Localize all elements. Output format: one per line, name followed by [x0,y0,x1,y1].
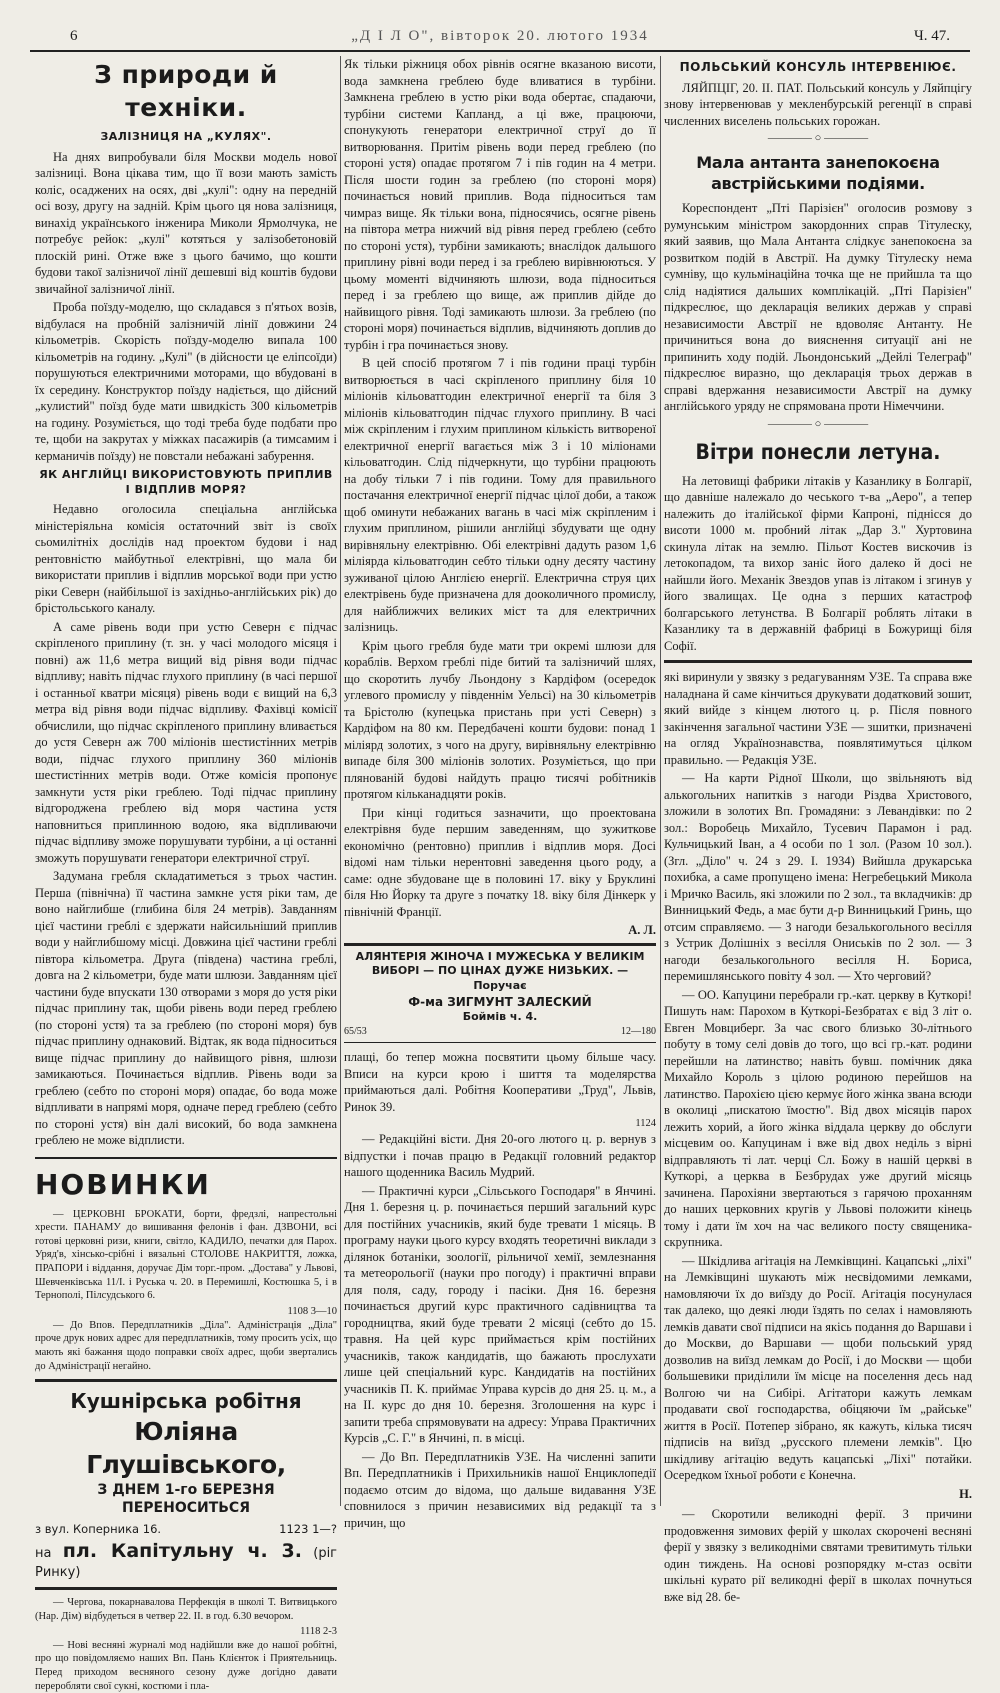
section-title: З природи й техніки. [94,60,278,122]
column-separator [340,56,341,1506]
ornament-divider: ———— ○ ———— [767,132,869,145]
issue-number: Ч. 47. [914,28,950,44]
article-paragraph: Проба поїзду-моделю, що складався з п'ятьох возів, відбулася на пробній залізничій лінії довжини 24 кільометрів. Скорість поїзду-моделю випала 100 кільометрів на годину. „Кулі" (в дійсности це еліпсоїди) порушуються електричними моторами, що вбудовані в їх середину. Конструктор поїзду надіється, що дійсний „кулистий" поїзд буде мати швидкість 300 кільометрів на годину. Розуміється, що тоді треба буде подбати про те, щоби на закрутах у міжках пасажирів (а тимсамим і керманичів поїзду) не повстали небажані забурення. [35,300,337,463]
subscribers-notice: — До Впов. Передплатників „Діла". Адміністрація „Діла" проче друк нових адрес для передплатників, тому просить усіх, що мають які бажання щодо поправки своїх адрес, щоби звертались до Адміністрації негайно. [35,1319,337,1372]
ad-reference: 1124 [635,1118,656,1130]
article-paragraph: Як тільки ріжниця обох рівнів осягне вказаною висоти, вода замкнена греблею буде вливатися в турбіни. Замкнена греблею в устю ріки вода обертає, спадаючи, турбіни системи Капланд, а ці вже, працюючи, спонукують генератори електричної струї до її витворювання. Притім рівень води перед греблею (по стороні устя) опадає протягом 7 і пів годин на 4 метри. Після шости годин за греблею (по стороні моря) починається новий приплив. Вода підноситься там чимраз вище. Як тільки вона, підносячись, осягне рівень на півтора метра нижчий від рівня перед греблею (себто по стороні устя), турбіни замикають; внаслідок дальшого приплину рівні води перед і за греблею вирівнюються. У цьому моменті відчиняють шлюзи, вода підноситься перед і за греблею що вище, аж приплив дійде до найвищого рівня. Тоді замикають шлюзи. За греблею (по стороні моря) починається відплив, відчиняють доплив до турбін і гра починається знову. [344,57,656,352]
furrier-ad-line5 [35,1539,337,1581]
furrier-post: (ріг Ринку) [35,1545,338,1580]
divider [35,1379,337,1382]
masthead-title: „Д І Л О", вівторок 20. лютого 1934 [351,28,649,44]
column-separator [660,56,661,1506]
article-title-tides: ЯК АНГЛІЙЦІ ВИКОРИСТОВУЮТЬ ПРИПЛИВ І ВІДПЛИВ МОРЯ? [39,468,333,496]
masthead-rule [30,50,970,52]
article-title-consul: ПОЛЬСЬКИЙ КОНСУЛЬ ІНТЕРВЕНІЮЄ. [679,60,957,74]
news-item: які виринули у звязку з редагуванням УЗЕ. Та справа вже наладнана й саме кінчиться друкувати додатковий зошит, який вийде з кінцем лютого ц. р. Після повного закінчення загальної частини УЗЕ — зшитки, призначені на огляд Українознавства, появлятимуться цілком правильно. — Редакція УЗЕ. [664,670,972,767]
article-paragraph: Крім цього гребля буде мати три окремі шлюзи для кораблів. Верхом греблі піде битий та залізничий шлях, що скоротить лучбу Льондону з Кардіфом (осередок углевого промислу у південнім Уельсі) на 30 кільометрів та Брістолю (купецька пристань при усті Северн) з Кардіфом на 80 км. Передбачені кошти будови: понад 1 міліярд золотих, з чого на другу, вирівняльну електрівню випаде біля 300 міліонів золотих. Розуміється, що при плянованій будові найдуть працю тисячі робітників протягом кільканадцяти років. [344,638,656,801]
article-paragraph: При кінці годиться зазначити, що проектована електрівня буде першим заведенням, що зужиткове економічно (рентовно) приплив і відплив моря. Досі відомі нам тільки нерентовні заведення цього роду, а саме: одне збудоване ще в половині 17. віку у Бруклині біля Ню Йорку та друге з початку 18. віку біля Дінкерк у північній Франції. [344,805,656,919]
news-item: — На карти Рідної Школи, що звільняють від алькогольних напитків з нагоди Різдва Христового, зложили в золотих Вп. Громадяни: з Левандівки: по 2 зол.: Воробець Михайло, Тусевич Парамон і рад. Кульчицький Іван, а 4 особи по 1 зол. (Разом 10 зол.). (Згл. „Діло" ч. 24 з 29. І. 1934) Вийшла друкарська похибка, а саме пропущено імена: Негребецький Микола і Мричко Василь, які зложили по 2 зол., та вкладчиків: др Винницький Федь, а має бути д-р Винницький Гринь, що отсим справляємо. — З нагоди безалькогольного весілля з Устрик Долішніх з весілля Ониськів по 2 зол. — З нагоди безалькогольного весілля Н. Бориса, перемишлянського повіту 4 зол. — Хто черговий? [664,771,972,984]
article-signature: А. Л. [628,923,656,937]
furrier-new-address: пл. Капітульну ч. 3. [62,1539,302,1562]
ad-text: АЛЯНТЕРІЯ ЖІНОЧА І МУЖЕСЬКА У ВЕЛИКІМ ВИБОРІ — ПО ЦІНАХ ДУЖЕ НИЗЬКИХ. — Поручає [355,949,645,993]
news-item: — Скоротили великодні ферії. З причини продовження зимових ферій у школах скорочені весняні ферії у звязку з великодніми святами тревитимуть тільки один тиждень. На основі розпорядку м-стаз освіти шкільні курато рії великодні ферії в школах почнуться вже від 28. бе- [664,1507,972,1604]
ad-reference: 1123 1—? [279,1521,337,1536]
article-paragraph: На днях випробували біля Москви модель нової залізниці. Вона цікава тим, що її вози мають замість коліс, осаджених на осях, дві „кулі": одну на передній осі возу, другу на задній. Крім цього ця нова залізниця, винахід українського інженира Миколи Ярмолчука, не потребує рейок: „кулі" котяться у залізобетоновій плоскій рині. Отже вже з цього бачимо, що кошти будови такої залізничої лінії дешевші від коштів будови звичайної залізничої лінії. [35,149,337,296]
perfection-notice: — Чергова, покарнавалова Перфекція в школі Т. Витвицького (Нар. Дім) відбудеться в четвер 22. II. в год. 6.30 вечором. [35,1596,337,1622]
article-title-winds: Вітри понесли летуна. [695,440,941,465]
divider [664,660,972,663]
news-item: — Практичні курси „Сільського Господаря" в Янчині. Дня 1. березня ц. р. починається перший загальний курс для постійних учасників, який буде тревати 1 місяць. В програму науки цього курсу входять теоретичні виклади з ділянок ботаніки, зоології, рільничої хемії, землезнання та метеорольогії (науки про погоду) і практичні вправи для поля, саду, городу і пасіки. Дня 16. березня починається другий курс практичного садівництва та городництва, який буде тревати 2 місяці (себто до 15. травня. На цей курс приймається крім постійних учасників, також кандидатів, що бажають прослухати лише цей спеціальний курс. Кандидатів на постійних учасників П. К. приймає Управа курсів до дня 25. ц. м., а на II. курс до дня 10. березня. Зголошення на курс і запити треба спрямовувати на адресу: Управа Практичних Курсів „С. Г." в Янчині, п. в місці. [344,1183,656,1446]
article-title-railway: ЗАЛІЗНИЦЯ НА „КУЛЯХ". [100,130,272,143]
news-item: — Шкідлива агітація на Лемківщині. Кацапські „ліхі" на Лемківщині шукають між несвідомими лемками, намовляючи їх до виїзду до Росії. Агітація посунулася так далеко, що деякі люди їздять по селах і намовляють лемків давати свої підписи на якісь подання до Варшави і до Москви, до Варшави — щоби польський уряд дозволив на виїзд лемкам до Росії, і до Москви — щоби большевики приділили їм місце на поселення десь над Волгою чи на Сибірі. Агітатори кажуть лемкам продавати свої господарства, обіцяючи їм „райське" життя в Росії. Потепер зібрано, як кажуть, кілька тисяч підписів на виїзд „русского племени лемків". Цю шкідливу агітацію ведуть кацапські „Ліхі" потайки. Осередком їхньої роботи є Конечна. [664,1253,972,1483]
news-item: — Редакційні вісти. Дня 20-ого лютого ц. р. вернув з відпустки і почав працю в Редакції головний редактор нашого щоденника Василь Мудрий. [344,1132,656,1180]
furrier-ad-line1: Кушнірська робітня [70,1389,302,1414]
furrier-ad-line3: З ДНЕМ 1-го БЕРЕЗНЯ ПЕРЕНОСИТЬСЯ [97,1481,275,1517]
article-signature: Н. [959,1486,972,1501]
article-paragraph: На летовищі фабрики літаків у Казанлику в Болгарії, що давніше належало до чеського т-ва „Аеро", а тепер належить до італійської фірми Капроні, піднісся до висоти 1000 м. пробний літак „Дар 3." Хуртовина скинула літак на землю. Пільот Костев вискочив із летокопадом, та вихор заніс його далеко й досі не найшли його. Механік Звездов упав із літаком і згинув у його звалищах. Це одна з перших катастроф болгарського летунства. В Болгарії роблять літаки в Казанлику та в державній фабриці в Божурищі біля Софії. [664,473,972,653]
ornament-divider: ———— ○ ———— [767,417,869,430]
furrier-old-address: з вул. Коперника 16. [35,1521,162,1536]
ad-reference: 1108 3—10 [287,1305,337,1317]
ad-reference: 65/53 [344,1026,367,1038]
journals-notice: — Нові весняні журналі мод надійшли вже до нашої робітні, про що повідомляємо наших Вп. Пань Клієнток і Приятельниць. Перед приходом весняного сезону дуже догідно давати переробляти свої сукні, костюми і пла- [35,1639,337,1692]
article-paragraph: Задумана гребля складатиметься з трьох частин. Перша (північна) її частина замкне устя ріки там, де воно найглибше (глибина біля 24 метрів). Завданням цієї частини греблі є здержати найсильніший приплив води у найглибшому місці. Довжина цієї частини греблі півтора кільометра. Друга (південа) частина греблі, довга на 2 кільометри, буде мати шлюзи. Завданням цієї частини буде впускати 130 отворами з моря до устя ріки підчас приплину так, щоби рівень води перед греблею (по стороні устя) та за греблею (по стороні моря) був підчас приплину однаковий. Відтак, як вода підноситься вище підчас приплину до найвищого рівня, шлюзи замикаються. Починається відплив. Рівень води за греблею (себто по стороні моря) опадає, бо вода може відпливати в напрямі моря, одначе перед греблею (себто по стороні устя) він далі високий, бо вода замкнена греблею не може відплисти. [35,869,337,1148]
ad-reference: 12—180 [621,1026,656,1038]
divider [35,1157,337,1159]
column-1 [35,56,338,1692]
furrier-pre: на [35,1545,52,1561]
page-number: 6 [70,28,78,44]
furrier-ad-line2: Юліяна Глушівського, [86,1416,286,1479]
column-3 [664,56,972,1604]
novynky-ad: — ЦЕРКОВНІ БРОКАТИ, борти, фредзлі, напрестольні хрести. ПАНАМУ до вишивання фелонів і фан. ДЗВОНИ, всі готові церковні ризи, книги, світло, КАДИЛО, печатки для Парох. Уряд'в, хінсько-срібні і вязальні СТОЛОВЕ НАКРИТТЯ, ложка, ПРАПОРИ і віддання, доручає Дім торг.-пром. „Достава" у Львові, Шевченківська 11/І. і Руська ч. 20. в Перемишлі, Костюшка 5, і в Тернополі, Пілсудського 6. [35,1208,337,1302]
news-item: — До Вп. Передплатників УЗЕ. На численні запити Вп. Передплатників і Прихильників нашої Енциклопедії подаємо отсим до відома, що дальше видавання УЗЕ сповнилося з причин независимих від редакції та з причин, що [344,1449,656,1530]
column-2 [344,56,656,1530]
divider [35,1587,337,1590]
ad-company: Ф-ма ЗИГМУНТ ЗАЛЕСКИЙ [408,995,592,1010]
article-paragraph: плащі, бо тепер можна посвятити цьому більше часу. Вписи на курси крою і шиття та моделярства приймаються далі. Робітня Кооперативи „Труд", Львів, Ринок 39. [344,1050,656,1114]
furrier-ad-line4 [35,1522,337,1537]
ad-footer [344,1025,656,1038]
haberdashery-ad [344,943,656,1044]
article-paragraph: ЛЯЙПЦІГ, 20. II. ПАТ. Польський консуль у Ляйпцігу знову інтервенював у мекленбурській регенції в справі численних виселень польських горожан. [664,80,972,128]
masthead [30,28,970,50]
ad-address: Боймів ч. 4. [462,1010,538,1024]
article-title-entente: Мала антанта занепокоєна австрійськими подіями. [696,152,940,193]
article-paragraph: Кореспондент „Пті Парізієн" оголосив розмову з румунським міністром закордонних справ Тітулеску, який заявив, що Мала Антанта слідкує занепокоєна за розвитком подій в Австрії. На думку Тітулеску нема сумніву, що кульмінаційна точка ще не прийшла та що слід надіятися дальших комплікацій. „Пті Парізієн" підкреслює, що декларація великих держав у справі независимости Австрії не вдоволяє Антанту. Не причиниться вона до вияснення ситуації ані не припинить ходу подій. Льондонський „Дейлі Телеграф" підкреслює виразно, що декларація трьох держав в справі вдержання независимости Австрії на думку англійського уряду не спрямована проти Німеччини. [664,201,972,414]
article-paragraph: А саме рівень води при устю Северн є підчас скріпленого приплину (т. зн. у часі молодого місяця і повні) аж 11,6 метра вищий від рівня води підчас відпливу; навіть підчас глухого приплину (в часі першої і останньої кватри місяця) рівень води є вищий на 6,3 метра від рівня води підчас відпливу. Фахівці комісії обчислили, що підчас скріпленого приплину вливається до устя Северн аж 700 міліонів шестистінних метрів води, підчас глухого приплину 360 міліонів шестистінних метрів води. Отже комісія пропонує замкнути устя ріки греблею. Тоді підчас приплину відгороджена греблею від моря частина устя наповниться приплинною водою, яка відпливаючи підчас відпливу зможе порушувати турбіни, а ці останні зможуть порушувати генератори електричної струї. [35,619,337,865]
news-item: — ОО. Капуцини перебрали гр.-кат. церкву в Куткорі! Пишуть нам: Парохом в Куткорі-Безбратах є від 3 літ о. Евген Мовциберг. За час свого близько 30-літнього побуту в тому селі довів до того, що всі гр.-кат. родини перейшли на латинство; навіть бувш. помічник дяка Михайло Король з цілою родиною перейшов на латинство. Парохією цією кермує його жінка звана всюди в околиці „пискатою їмостю". Від двох місяців парох лежить хорий, а його жінка віддала церкву до обслуги місцевим оо. Капуцинам і вже від двох неділь з вірні відправляють ті лат. черці Сл. Божу в нашій церкві в Куткорі, а церква в Безбрудах уже другий місяць зачинена. Парохіяни звертаються з гарячою проханням до наших церковних кругів у Львові положити кінець тому і дати їм хоч на час великого посту священика-скрупника. [664,987,972,1250]
ad-reference: 1118 2-3 [300,1626,337,1638]
article-paragraph: Недавно оголосила спеціальна англійська міністеріяльна комісія остаточний звіт із своїх сьомилітніх дослідів над проектом будови і над рентовністю майбутньої електрівні, що мала би використати приплив і відплив морської води при устю ріки Северн (найбільшої із західньо-англійських рік) до брістольського каналу. [35,502,337,616]
article-paragraph: В цей спосіб протягом 7 і пів години праці турбін витворюється в часі скріпленого приплину біля 10 міліонів кільоватгодин електричної енергії та біля 3 міліонів кільоватгодин підчас глухого приплину. В часі між скріпленим і глухим приплином кількість витвореної електричної енергії вагається між 3 і 10 міліонами кільоватгодин. Слід підчеркнути, що турбіни працюють на добу тільки 7 і пів години. Тому для правильного постачання електричної енергії підчас цілої доби, а також щоб оминути небажаних вагань в часі між скріпленим і глухим приплином, рішили англійці збудувати ще одну вирівняльну електрівню. Обі електрівні дадуть разом 1,6 міліярда кільоватгодин себто тільки одну десяту частину зуживаної цілою Англією енергії. Електрична струя цих електрівень буде призначена для дооколичного промислу, для найближчих великих міст та для електричних залізниць. [344,356,656,634]
novynky-heading: НОВИНКИ [35,1167,211,1201]
